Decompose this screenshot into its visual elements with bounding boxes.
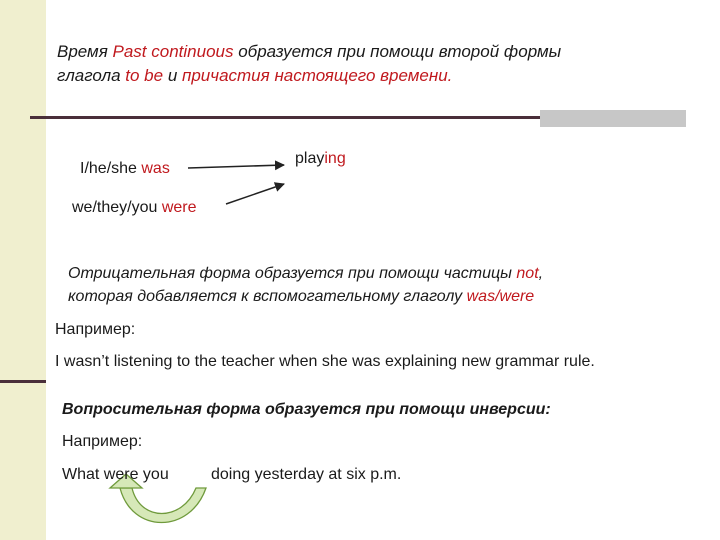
question-sentence-end: doing yesterday at six p.m. xyxy=(211,466,402,483)
tense-name: Past continuous xyxy=(112,42,234,61)
negative-line-1 xyxy=(68,265,543,283)
verb-stem: play xyxy=(295,150,325,167)
arrow-were-to-playing xyxy=(226,184,284,204)
participle-highlight: причастия настоящего времени. xyxy=(182,66,453,85)
negative-text: Отрицательная форма образуется при помощи частицы xyxy=(68,265,517,282)
pronoun-group: I/he/she xyxy=(80,160,142,177)
auxiliary-verb: were xyxy=(161,199,197,216)
ing-suffix: ing xyxy=(324,150,346,167)
negative-text: которая добавляется к вспомогательному глаголу xyxy=(68,288,467,305)
example-label: Например: xyxy=(55,321,136,338)
rule-text: Время xyxy=(57,42,113,61)
to-be-highlight: to be xyxy=(125,66,164,85)
rule-text: глагола xyxy=(57,66,126,85)
was-were-highlight: was/were xyxy=(466,288,535,305)
inversion-curved-arrow-icon xyxy=(120,488,206,523)
example-sentence: I wasn’t listening to the teacher when she was explaining new grammar rule. xyxy=(55,353,595,370)
rule-text: образуется при помощи второй формы xyxy=(233,42,562,61)
question-rule: Вопросительная форма образуется при помощи инверсии: xyxy=(62,401,551,418)
negative-text: , xyxy=(538,265,544,282)
question-example-label: Например: xyxy=(62,433,143,450)
negative-line-2 xyxy=(68,288,534,306)
not-highlight: not xyxy=(516,265,539,282)
rule-text: и xyxy=(163,66,182,85)
auxiliary-verb: was xyxy=(141,160,170,177)
question-sentence-start: What were you xyxy=(62,466,169,483)
pronoun-group: we/they/you xyxy=(72,199,162,216)
arrow-was-to-playing xyxy=(188,165,284,168)
